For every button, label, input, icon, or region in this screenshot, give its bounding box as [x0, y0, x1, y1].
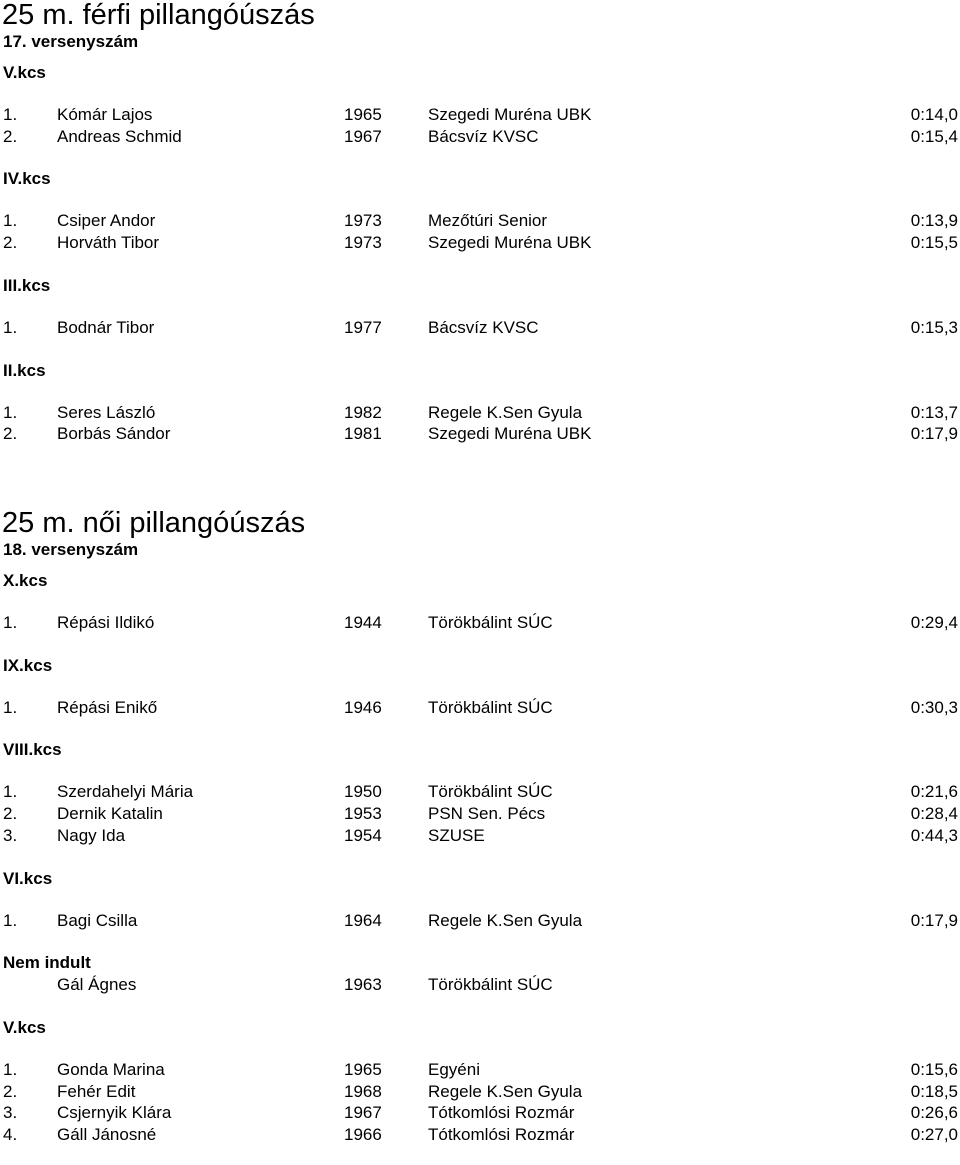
result-row [0, 126, 960, 148]
club-name: Bácsvíz KVSC [428, 126, 539, 146]
competitor-name: Répási Enikő [57, 697, 158, 717]
result-time: 0:44,3 [910, 825, 958, 845]
competitor-name: Borbás Sándor [57, 424, 171, 444]
result-rank: 1. [3, 613, 18, 632]
birth-year: 1982 [344, 402, 382, 422]
event-number: 17. versenyszám [3, 32, 139, 51]
result-rank: 2. [3, 804, 18, 824]
category-label: IX.kcs [3, 655, 53, 675]
result-time: 0:15,4 [910, 126, 958, 146]
result-row [0, 232, 960, 254]
result-row [0, 974, 960, 996]
result-row [0, 910, 960, 932]
club-name: Törökbálint SÚC [428, 697, 553, 717]
result-rank: 1. [3, 105, 18, 124]
club-name: Törökbálint SÚC [428, 613, 553, 632]
result-rank: 1. [3, 1059, 18, 1079]
result-row [0, 104, 960, 126]
result-time: 0:30,3 [910, 697, 958, 717]
birth-year: 1950 [344, 782, 382, 802]
competitor-name: Bagi Csilla [57, 910, 138, 930]
result-row [0, 781, 960, 803]
competitor-name: Andreas Schmid [57, 126, 182, 146]
birth-year: 1953 [344, 804, 382, 824]
result-time: 0:13,7 [910, 402, 958, 422]
competitor-name: Fehér Edit [57, 1081, 136, 1101]
birth-year: 1967 [344, 126, 382, 146]
result-time: 0:27,0 [910, 1125, 958, 1144]
category-label: VIII.kcs [3, 740, 62, 760]
result-time: 0:29,4 [910, 613, 958, 632]
birth-year: 1977 [344, 317, 382, 337]
competitor-name: Dernik Katalin [57, 804, 163, 824]
result-row [0, 697, 960, 719]
competitor-name: Bodnár Tibor [57, 317, 155, 337]
club-name: Törökbálint SÚC [428, 782, 553, 802]
birth-year: 1964 [344, 910, 382, 930]
result-rank: 1. [3, 211, 18, 231]
result-rank: 2. [3, 126, 18, 146]
birth-year: 1946 [344, 697, 382, 717]
competitor-name: Seres László [57, 402, 156, 422]
result-time: 0:14,0 [910, 105, 958, 124]
category-label: V.kcs [3, 1017, 46, 1037]
result-row [0, 612, 960, 634]
result-row [0, 1102, 960, 1124]
category-label: III.kcs [3, 275, 51, 295]
result-rank: 1. [3, 402, 18, 422]
result-time: 0:17,9 [910, 424, 958, 444]
result-time: 0:15,5 [910, 233, 958, 253]
result-row [0, 825, 960, 847]
result-rank: 3. [3, 825, 18, 845]
result-row [0, 423, 960, 445]
result-rank: 2. [3, 424, 18, 444]
result-time: 0:18,5 [910, 1081, 958, 1101]
event-title: 25 m. női pillangóúszás [2, 507, 306, 539]
club-name: PSN Sen. Pécs [428, 804, 546, 824]
club-name: Szegedi Muréna UBK [428, 105, 592, 124]
result-time: 0:21,6 [910, 782, 958, 802]
birth-year: 1944 [344, 613, 382, 632]
competitor-name: Gáll Jánosné [57, 1125, 157, 1144]
club-name: Szegedi Muréna UBK [428, 233, 592, 253]
result-row [0, 210, 960, 232]
event-section [0, 0, 960, 444]
result-row [0, 402, 960, 424]
result-time: 0:28,4 [910, 804, 958, 824]
result-time: 0:13,9 [910, 211, 958, 231]
club-name: Tótkomlósi Rozmár [428, 1125, 575, 1144]
club-name: Mezőtúri Senior [428, 211, 548, 231]
result-rank: 4. [3, 1125, 18, 1144]
competitor-name: Csiper Andor [57, 211, 156, 231]
result-row [0, 1081, 960, 1103]
birth-year: 1968 [344, 1081, 382, 1101]
result-time: 0:15,6 [910, 1059, 958, 1079]
result-row [0, 1059, 960, 1081]
club-name: Regele K.Sen Gyula [428, 910, 583, 930]
category-label: VI.kcs [3, 868, 53, 888]
result-rank: 1. [3, 910, 18, 930]
result-rank: 1. [3, 697, 18, 717]
competitor-name: Répási Ildikó [57, 613, 155, 632]
birth-year: 1966 [344, 1125, 382, 1144]
result-rank: 3. [3, 1103, 18, 1123]
competitor-name: Nagy Ida [57, 825, 126, 845]
event-title: 25 m. férfi pillangóúszás [2, 0, 315, 31]
birth-year: 1965 [344, 1059, 382, 1079]
category-label: II.kcs [3, 360, 46, 380]
result-time: 0:17,9 [910, 910, 958, 930]
club-name: Törökbálint SÚC [428, 975, 553, 995]
result-rank: 2. [3, 1081, 18, 1101]
birth-year: 1973 [344, 211, 382, 231]
category-label: X.kcs [3, 571, 48, 590]
club-name: Egyéni [428, 1059, 480, 1079]
category-label: Nem indult [3, 953, 91, 973]
competitor-name: Gál Ágnes [57, 975, 137, 995]
birth-year: 1965 [344, 105, 382, 124]
club-name: Tótkomlósi Rozmár [428, 1103, 575, 1123]
competitor-name: Szerdahelyi Mária [57, 782, 194, 802]
result-row [0, 1124, 960, 1146]
event-section [0, 507, 960, 1144]
result-time: 0:15,3 [910, 317, 958, 337]
club-name: SZUSE [428, 825, 485, 845]
birth-year: 1963 [344, 975, 382, 995]
club-name: Regele K.Sen Gyula [428, 402, 583, 422]
result-time: 0:26,6 [910, 1103, 958, 1123]
competitor-name: Horváth Tibor [57, 233, 160, 253]
club-name: Bácsvíz KVSC [428, 317, 539, 337]
category-label: IV.kcs [3, 169, 51, 189]
birth-year: 1973 [344, 233, 382, 253]
birth-year: 1967 [344, 1103, 382, 1123]
competitor-name: Gonda Marina [57, 1059, 165, 1079]
result-row [0, 317, 960, 339]
club-name: Regele K.Sen Gyula [428, 1081, 583, 1101]
result-rank: 2. [3, 233, 18, 253]
competitor-name: Kómár Lajos [57, 105, 153, 124]
birth-year: 1981 [344, 424, 382, 444]
birth-year: 1954 [344, 825, 382, 845]
event-number: 18. versenyszám [3, 540, 139, 559]
club-name: Szegedi Muréna UBK [428, 424, 592, 444]
result-row [0, 803, 960, 825]
result-rank: 1. [3, 317, 18, 337]
category-label: V.kcs [3, 63, 46, 82]
result-rank: 1. [3, 782, 18, 802]
competitor-name: Csjernyik Klára [57, 1103, 172, 1123]
